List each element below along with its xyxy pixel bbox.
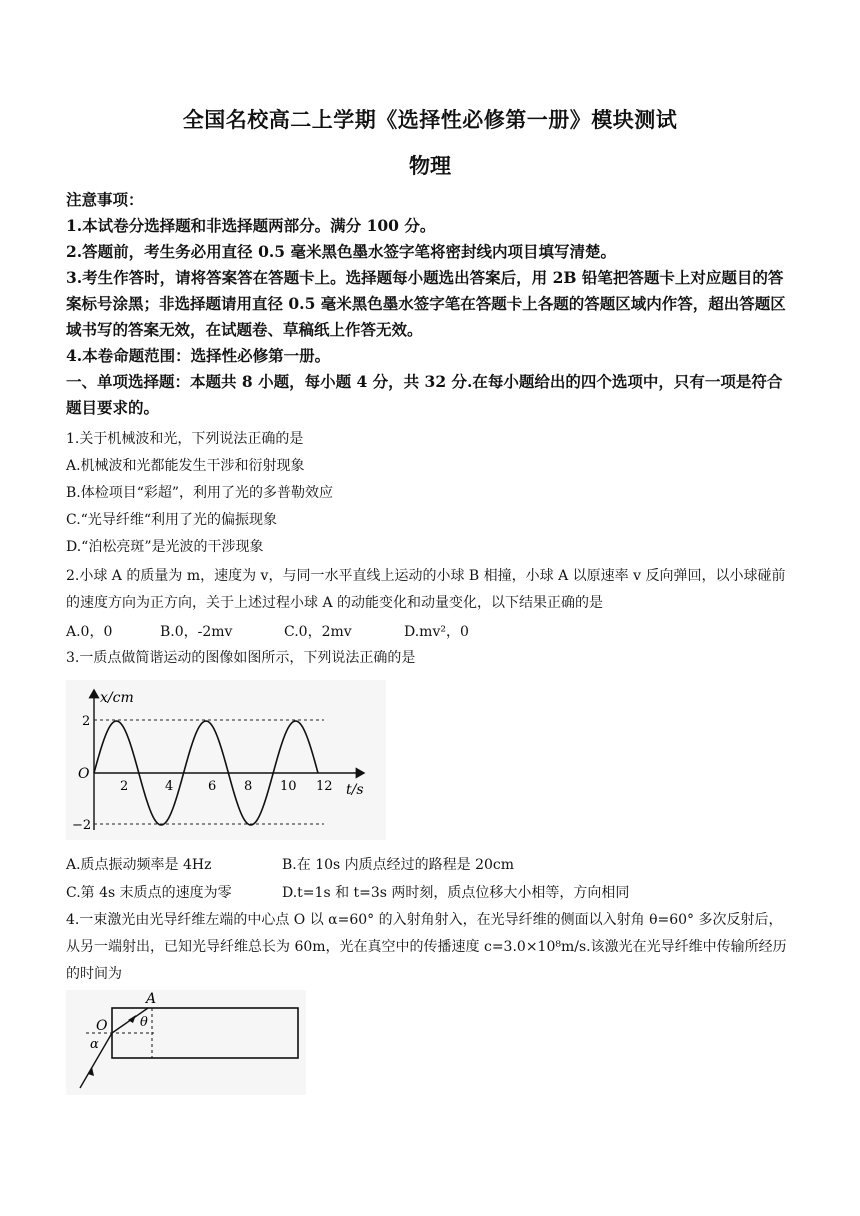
note-item-2: 2.答题前，考生务必用直径 0.5 毫米黑色墨水签字笔将密封线内项目填写清楚。 (66, 242, 616, 261)
q1-option-b: B.体检项目“彩超”，利用了光的多普勒效应 (66, 485, 334, 501)
note-item-3: 3.考生作答时，请将答案答在答题卡上。选择题每小题选出答案后，用 2B 铅笔把答题卡上对应题目的答案标号涂黑；非选择题请用直径 0.5 毫米黑色墨水签字笔在答题卡上各题的答题区域内作答，超出答题区域书写的答案无效，在试题卷、草稿纸上作答无效。 (66, 268, 786, 339)
q4-fiber-figure (66, 990, 306, 1095)
section1-heading: 一、单项选择题：本题共 8 小题，每小题 4 分，共 32 分.在每小题给出的四个选项中，只有一项是符合题目要求的。 (66, 372, 783, 417)
q3-graph-x-tick-6: 6 (208, 779, 217, 794)
q3-option-a: A.质点振动频率是 4Hz (66, 857, 212, 873)
q4-stem: 4.一束激光由光导纤维左端的中心点 O 以 α=60° 的入射角射入，在光导纤维的侧面以入射角 θ=60° 多次反射后，从另一端射出，已知光导纤维总长为 60m，光在真空中的传播速度 c=3.0×10⁸m/s.该激光在光导纤维中传输所经历的时间为 (66, 912, 787, 982)
q4-label-O: O (96, 1018, 108, 1034)
q2-options (66, 620, 796, 644)
q3-graph-x-tick-10: 10 (280, 779, 297, 794)
q1-stem: 1.关于机械波和光，下列说法正确的是 (66, 431, 304, 447)
note-item-1: 1.本试卷分选择题和非选择题两部分。满分 100 分。 (66, 216, 436, 235)
notes-heading: 注意事项： (66, 190, 144, 209)
q3-graph-origin: O (78, 766, 90, 782)
note-item-4: 4.本卷命题范围：选择性必修第一册。 (66, 346, 331, 365)
q3-stem: 3.一质点做简谐运动的图像如图所示，下列说法正确的是 (66, 650, 416, 666)
q1-option-d: D.“泊松亮斑”是光波的干涉现象 (66, 539, 264, 555)
q2-option-d: D.mv²，0 (404, 624, 469, 640)
q3-graph-x-tick-12: 12 (316, 779, 333, 794)
q2-option-b: B.0，-2mv (160, 624, 233, 640)
q3-graph-y-tick-neg2: −2 (72, 818, 92, 833)
q3-option-c: C.第 4s 末质点的速度为零 (66, 885, 232, 901)
q3-option-d: D.t=1s 和 t=3s 两时刻，质点位移大小相等，方向相同 (282, 885, 630, 901)
q3-graph-x-tick-8: 8 (244, 779, 253, 794)
exam-title: 全国名校高二上学期《选择性必修第一册》模块测试 (182, 107, 678, 132)
q3-graph-x-label: t/s (346, 782, 364, 798)
q3-graph-y-tick-2: 2 (82, 714, 91, 729)
q1-option-a: A.机械波和光都能发生干涉和衍射现象 (66, 458, 305, 474)
q1-option-c: C.“光导纤维“利用了光的偏振现象 (66, 512, 277, 528)
q4-label-A: A (146, 991, 157, 1007)
q2-option-a: A.0，0 (66, 624, 113, 640)
q2-option-c: C.0，2mv (284, 624, 352, 640)
exam-subject: 物理 (409, 153, 451, 178)
q3-shm-graph (66, 680, 386, 840)
q4-label-theta: θ (140, 1015, 148, 1030)
q3-graph-x-tick-4: 4 (165, 779, 174, 794)
q2-stem: 2.小球 A 的质量为 m，速度为 v，与同一水平直线上运动的小球 B 相撞，小球 A 以原速率 v 反向弹回，以小球碰前的速度方向为正方向，关于上述过程小球 A 的动能变化和动量变化，以下结果正确的是 (66, 568, 786, 611)
q3-graph-y-label: x/cm (100, 690, 134, 706)
q3-option-b: B.在 10s 内质点经过的路程是 20cm (282, 857, 515, 873)
q4-label-alpha: α (90, 1037, 99, 1052)
q3-graph-x-tick-2: 2 (120, 779, 129, 794)
q3-options (66, 853, 796, 907)
